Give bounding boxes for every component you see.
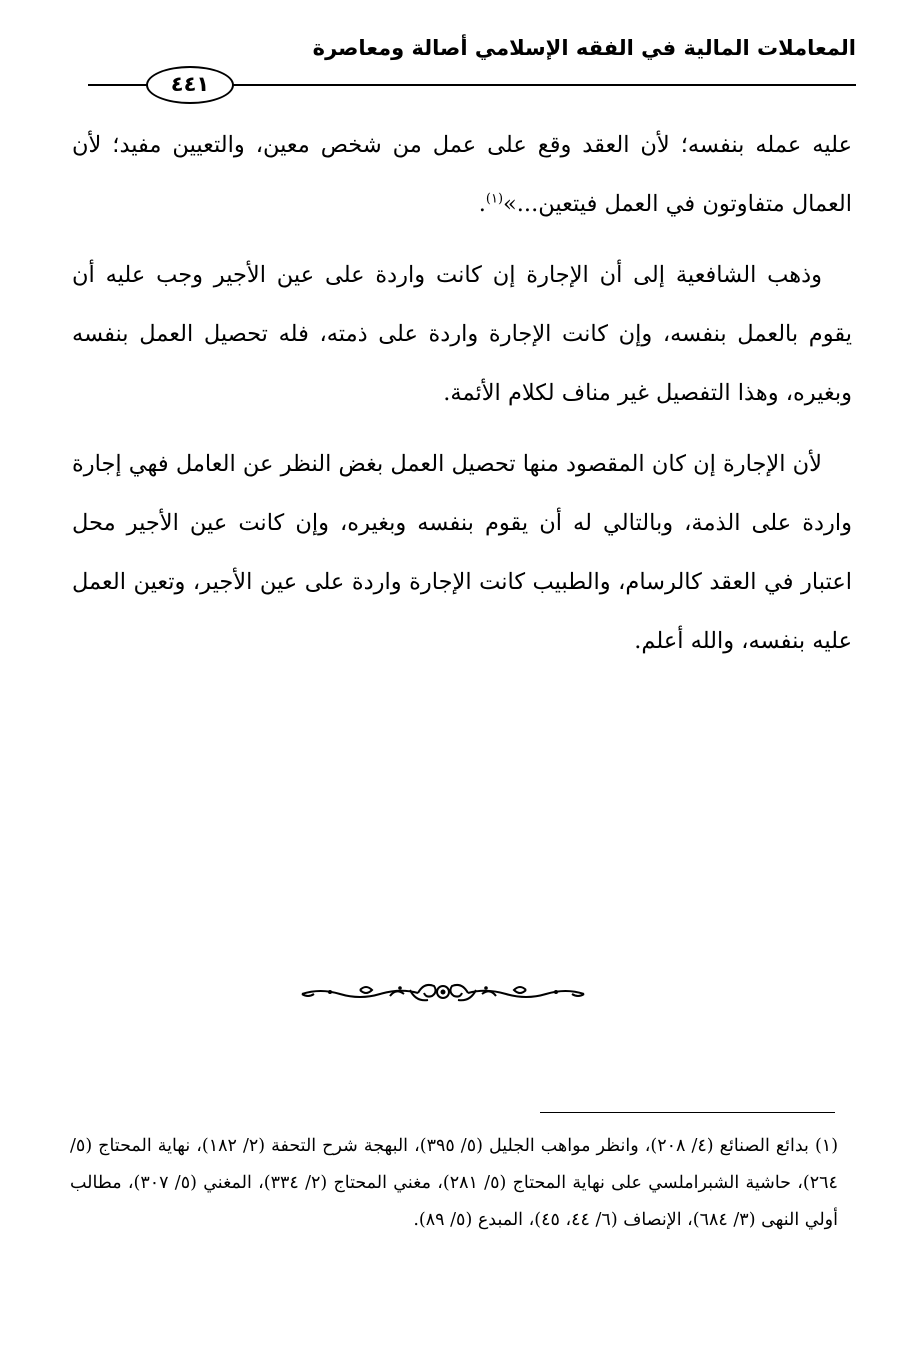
page-number: ٤٤١ <box>146 66 234 104</box>
main-text <box>72 116 852 683</box>
paragraph-1-end: . <box>478 191 486 217</box>
book-title: المعاملات المالية في الفقه الإسلامي أصالة ومعاصرة <box>312 36 856 60</box>
page-header <box>88 28 856 108</box>
paragraph-1-text: عليه عمله بنفسه؛ لأن العقد وقع على عمل من شخص معين، والتعيين مفيد؛ لأن العمال متفاوتون في العمل فيتعين...» <box>72 132 852 217</box>
footnote: (١) بدائع الصنائع (٤/ ٢٠٨)، وانظر مواهب الجليل (٥/ ٣٩٥)، البهجة شرح التحفة (٢/ ١٨٢)، نهاية المحتاج (٥/ ٢٦٤)، حاشية الشبراملسي على نهاية المحتاج (٥/ ٢٨١)، مغني المحتاج (٢/ ٣٣٤)، المغني (٥/ ٣٠٧)، مطالب أولي النهى (٣/ ٦٨٤)، الإنصاف (٦/ ٤٤، ٤٥)، المبدع (٥/ ٨٩). <box>70 1136 839 1230</box>
paragraph-3: لأن الإجارة إن كان المقصود منها تحصيل العمل بغض النظر عن العامل فهي إجارة واردة على الذمة، وبالتالي له أن يقوم بنفسه وبغيره، وإن كانت عين الأجير محل اعتبار في العقد كالرسام، والطبيب كانت الإجارة واردة على عين الأجير، وتعين العمل عليه بنفسه، والله أعلم. <box>71 451 852 654</box>
footnote-ref: (١) <box>485 191 504 207</box>
paragraph-1 <box>72 116 852 234</box>
footnote-rule <box>540 1112 835 1113</box>
paragraph-2: وذهب الشافعية إلى أن الإجارة إن كانت واردة على عين الأجير وجب عليه أن يقوم بالعمل بنفسه، وإن كانت الإجارة واردة على ذمته، فله تحصيل العمل بنفسه وبغيره، وهذا التفصيل غير مناف لكلام الأئمة. <box>72 262 852 406</box>
ornament-divider-icon <box>300 978 586 1006</box>
